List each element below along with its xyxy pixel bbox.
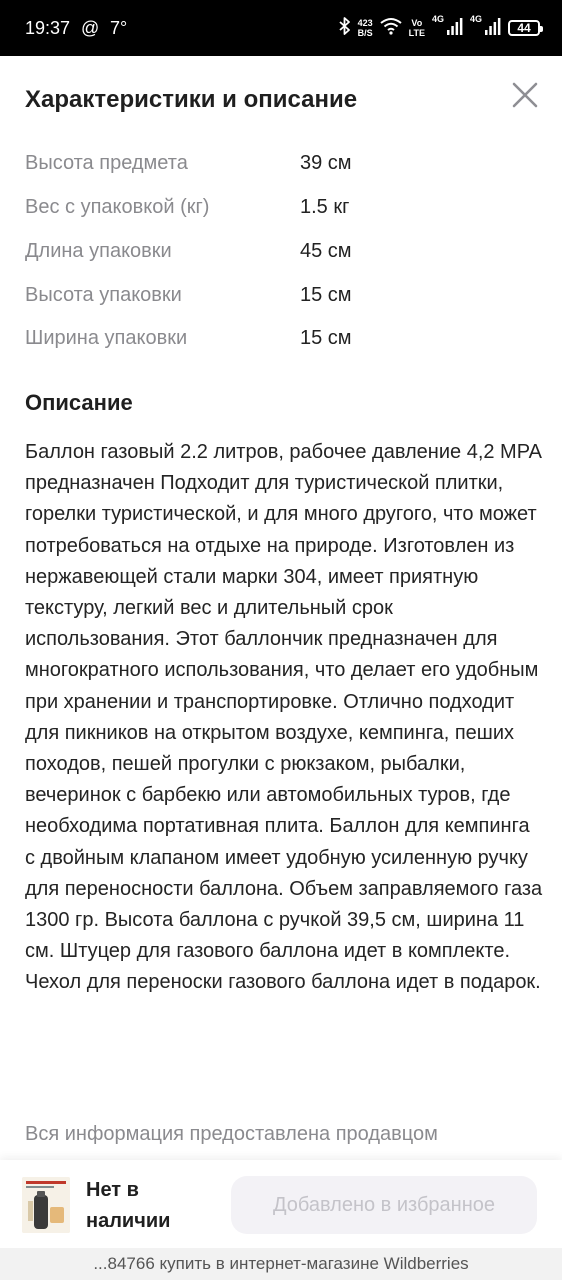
status-icons: [339, 14, 540, 42]
network-speed-unit: B/S: [357, 28, 373, 38]
spec-name: Вес с упаковкой (кг): [25, 196, 210, 219]
spec-value: 1.5 кг: [300, 196, 350, 219]
spec-row: [25, 186, 535, 230]
spec-value: 15 см: [300, 327, 352, 350]
spec-value: 39 см: [300, 152, 352, 175]
volte-top: Vo: [411, 18, 423, 28]
spec-name: Длина упаковки: [25, 239, 172, 262]
stock-status: Нет в наличии: [86, 1179, 171, 1232]
spec-value: 45 см: [300, 239, 352, 262]
sim2-network-type: 4G: [469, 14, 482, 24]
spec-name: Ширина упаковки: [25, 327, 188, 350]
spec-list: [25, 142, 535, 361]
description-title: Описание: [25, 390, 133, 415]
spec-value: 15 см: [300, 283, 352, 306]
bluetooth-icon: [339, 17, 351, 40]
spec-name: Высота предмета: [25, 152, 188, 175]
sheet-title: Характеристики и описание: [25, 86, 358, 113]
volte-bottom: LTE: [408, 28, 425, 38]
url-bar[interactable]: ...84766 купить в интернет-магазине Wildberries: [0, 1248, 562, 1280]
spec-row: [25, 230, 535, 274]
status-bar: [0, 0, 562, 56]
wifi-icon: [380, 17, 402, 40]
seller-note: Вся информация предоставлена продавцом: [25, 1123, 438, 1145]
spec-row: [25, 317, 535, 361]
product-thumbnail[interactable]: [22, 1177, 70, 1233]
spec-row: [25, 273, 535, 317]
spec-name: Высота упаковки: [25, 283, 182, 306]
volte-indicator: [409, 18, 425, 38]
bottom-bar: [0, 1160, 562, 1248]
description-text: Баллон газовый 2.2 литров, рабочее давление 4,2 MPA предназначен Подходит для туристической плитки, горелки туристической, и для много другого, что может потребоваться на отдыхе на природе. Изготовлен из нержавеющей стали марки 304, имеет приятную текстуру, легкий вес и длительный срок использования. Этот баллончик предназначен для многократного использования, что делает его удобным при хранении и транспортировке. Отлично подходит для пикников на открытом воздухе, кемпинга, пеших походов, пешей прогулки с рюкзаком, рыбалки, вечеринок с барбекю или автомобильных туров, где необходима портативная плита. Баллон для кемпинга с двойным клапаном имеет удобную усиленную ручку для переносности баллона. Объем заправляемого газа 1300 гр. Высота баллона с ручкой 39,5 см, ширина 11 см. Штуцер для газового баллона идет в комплекте. Чехол для переноски газового баллона идет в подарок.: [25, 441, 543, 994]
battery-icon: 44: [508, 20, 540, 36]
at-icon: @: [81, 18, 100, 38]
close-button[interactable]: [507, 77, 543, 113]
spec-row: [25, 142, 535, 186]
sim1-network-type: 4G: [431, 14, 444, 24]
signal-icon-sim2: [485, 17, 501, 40]
signal-icon-sim1: [447, 17, 463, 40]
close-icon: [512, 82, 538, 108]
network-speed: [358, 18, 373, 38]
status-time: 19:37: [25, 18, 71, 38]
status-temperature: 7°: [110, 18, 128, 38]
network-speed-value: 423: [357, 18, 373, 28]
added-to-favorites-button[interactable]: Добавлено в избранное: [231, 1176, 537, 1234]
